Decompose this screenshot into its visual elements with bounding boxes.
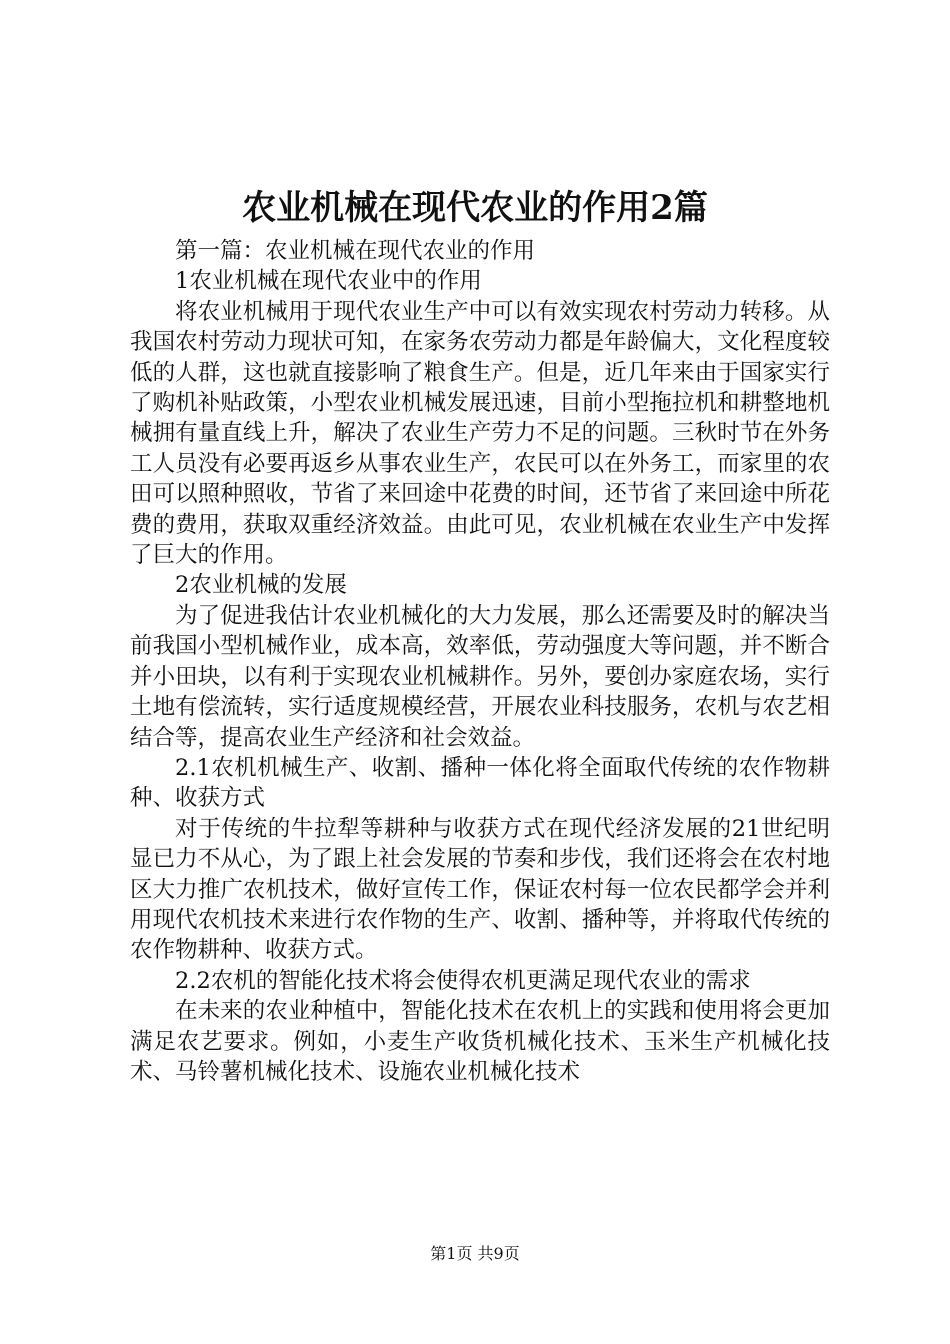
body-paragraph: 在未来的农业种植中，智能化技术在农机上的实践和使用将会更加满足农艺要求。例如，小麦生产收货机械化技术、玉米生产机械化技术、马铃薯机械化技术、设施农业机械化技术 — [130, 998, 830, 1085]
body-paragraph: 为了促进我估计农业机械化的大力发展，那么还需要及时的解决当前我国小型机械作业，成本高，效率低，劳动强度大等问题，并不断合并小田块，以有利于实现农业机械耕作。另外，要创办家庭农场，实行土地有偿流转，实行适度规模经营，开展农业科技服务，农机与农艺相结合等，提高农业生产经济和社会效益。 — [130, 602, 830, 751]
body-paragraph: 对于传统的牛拉犁等耕种与收获方式在现代经济发展的21世纪明显已力不从心，为了跟上社会发展的节奏和步伐，我们还将会在农村地区大力推广农机技术，做好宣传工作，保证农村每一位农民都学会并利用现代农机技术来进行农作物的生产、收割、播种等，并将取代传统的农作物耕种、收获方式。 — [130, 815, 830, 964]
subsection-heading: 2.1农机机械生产、收割、播种一体化将全面取代传统的农作物耕种、收获方式 — [130, 754, 830, 812]
document-title: 农业机械在现代农业的作用2篇 — [242, 188, 708, 228]
subsection-heading: 1农业机械在现代农业中的作用 — [175, 268, 482, 295]
subsection-heading: 2农业机械的发展 — [175, 572, 347, 599]
subsection-heading: 2.2农机的智能化技术将会使得农机更满足现代农业的需求 — [175, 967, 751, 994]
section-heading: 第一篇：农业机械在现代农业的作用 — [175, 238, 536, 264]
body-paragraph: 将农业机械用于现代农业生产中可以有效实现农村劳动力转移。从我国农村劳动力现状可知，在家务农劳动力都是年龄偏大，文化程度较低的人群，这也就直接影响了粮食生产。但是，近几年来由于国家实行了购机补贴政策，小型农业机械发展迅速，目前小型拖拉机和耕整地机械拥有量直线上升，解决了农业生产劳力不足的问题。三秋时节在外务工人员没有必要再返乡从事农业生产，农民可以在外务工，而家里的农田可以照种照收，节省了来回途中花费的时间，还节省了来回途中所花费的费用，获取双重经济效益。由此可见，农业机械在农业生产中发挥了巨大的作用。 — [130, 298, 830, 569]
page-number-footer: 第1页 共9页 — [430, 1244, 520, 1263]
document-body — [130, 236, 830, 1087]
